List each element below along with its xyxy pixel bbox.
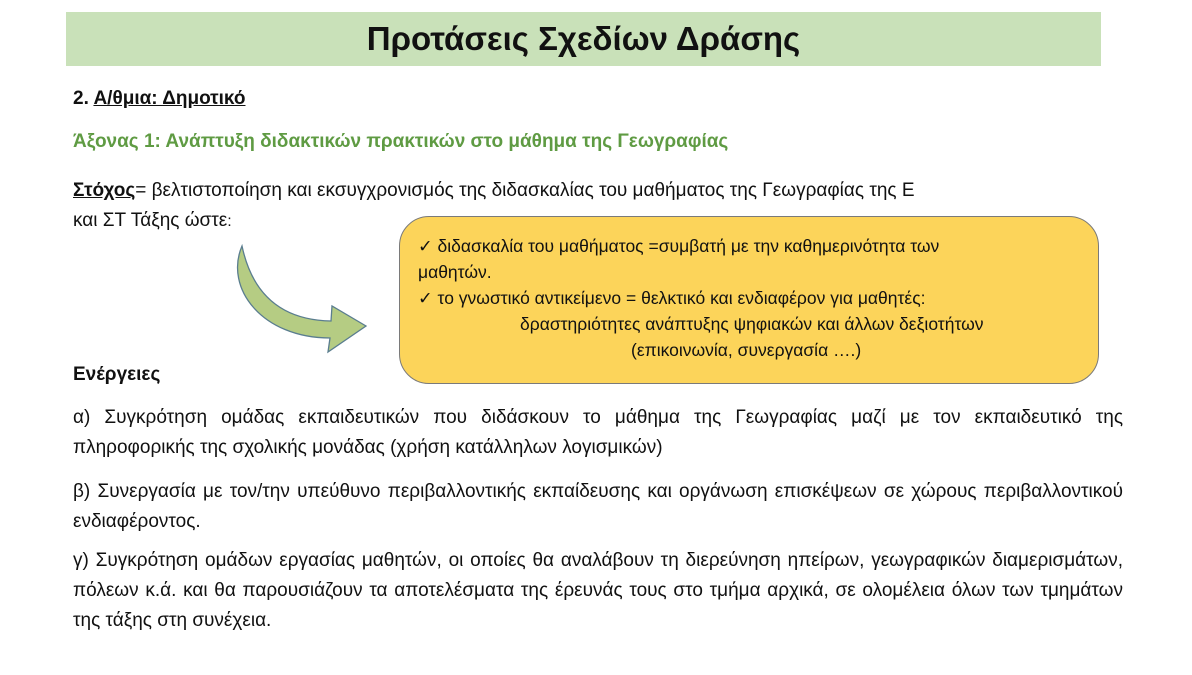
section-number: 2. xyxy=(73,88,89,109)
callout-line-4: δραστηριότητες ανάπτυξης ψηφιακών και άλλων δεξιοτήτων xyxy=(520,314,984,334)
action-item-c: γ) Συγκρότηση ομάδων εργασίας μαθητών, οι οποίες θα αναλάβουν τη διερεύνηση ηπείρων, γεωγραφικών διαμερισμάτων, πόλεων κ.ά. και θα παρουσιάζουν τα αποτελέσματα της έρευνάς τους στο τμήμα αρχικά, σε ολομέλεια όλων των τμημάτων της τάξης στη συνέχεια. xyxy=(73,550,1123,631)
goal-callout-box xyxy=(399,216,1099,384)
section-label: Α/θμια: Δημοτικό xyxy=(93,88,246,109)
callout-line-2: μαθητών. xyxy=(418,262,492,282)
curved-arrow-shape xyxy=(238,246,366,352)
action-item-b: β) Συνεργασία με τον/την υπεύθυνο περιβαλλοντικής εκπαίδευσης και οργάνωση επισκέψεων σε χώρους περιβαλλοντικού ενδιαφέροντος. xyxy=(73,481,1123,532)
action-item-a: α) Συγκρότηση ομάδας εκπαιδευτικών που διδάσκουν το μάθημα της Γεωγραφίας μαζί με τον εκπαιδευτικό της πληροφορικής της σχολικής μονάδας (χρήση κατάλληλων λογισμικών) xyxy=(73,407,1123,458)
curved-arrow-icon xyxy=(232,238,367,356)
axis-heading: Άξονας 1: Ανάπτυξη διδακτικών πρακτικών στο μάθημα της Γεωγραφίας xyxy=(73,131,729,152)
callout-line-3: ✓ το γνωστικό αντικείμενο = θελκτικό και ενδιαφέρον για μαθητές: xyxy=(418,288,926,308)
goal-text-line2: και ΣΤ Τάξης ώστε xyxy=(73,210,228,231)
goal-text-suffix: : xyxy=(227,213,232,230)
goal-text-line1: = βελτιστοποίηση και εκσυγχρονισμός της διδασκαλίας του μαθήματος της Γεωγραφίας της Ε xyxy=(135,180,915,201)
page-title: Προτάσεις Σχεδίων Δράσης xyxy=(366,20,801,57)
goal-label: Στόχος xyxy=(73,180,136,201)
title-banner xyxy=(66,12,1101,66)
actions-heading: Ενέργειες xyxy=(73,364,161,385)
callout-line-5: (επικοινωνία, συνεργασία ….) xyxy=(631,340,862,360)
callout-line-1: ✓ διδασκαλία του μαθήματος =συμβατή με την καθημερινότητα των xyxy=(418,236,940,256)
section-heading xyxy=(73,88,245,110)
